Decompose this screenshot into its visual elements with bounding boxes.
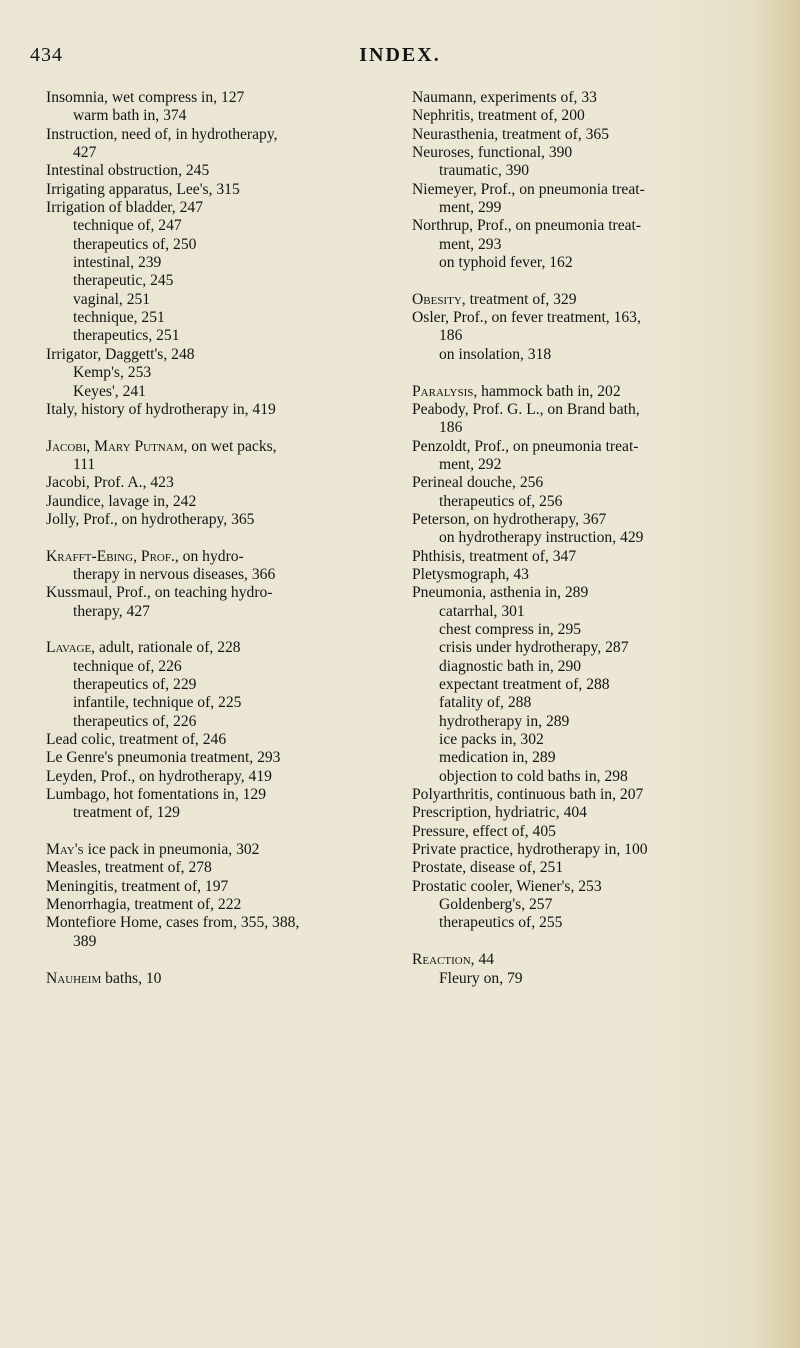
page-number: 434 bbox=[30, 44, 63, 66]
entry-text: ice pack in pneumonia, 302 bbox=[83, 841, 260, 859]
entry-text: ice packs in, 302 bbox=[439, 731, 544, 749]
index-column-right bbox=[412, 89, 784, 988]
entry-text: Osler, Prof., on fever treatment, 163, bbox=[412, 309, 641, 327]
index-entry bbox=[412, 383, 784, 401]
index-subentry bbox=[412, 603, 784, 621]
entry-text: expectant treatment of, 288 bbox=[439, 676, 610, 693]
index-entry bbox=[412, 144, 784, 162]
entry-text: therapeutics of, 256 bbox=[439, 492, 563, 510]
entry-text: Intestinal obstruction, 245 bbox=[46, 162, 210, 180]
entry-text: Northrup, Prof., on pneumonia treat- bbox=[412, 217, 642, 235]
entry-text: Fleury on, 79 bbox=[439, 969, 523, 987]
letter-section-gap bbox=[46, 951, 394, 969]
index-subentry bbox=[46, 804, 394, 822]
entry-text: Leyden, Prof., on hydrotherapy, 419 bbox=[46, 767, 272, 785]
index-subentry bbox=[46, 217, 394, 235]
index-subentry bbox=[46, 676, 394, 694]
index-entry bbox=[46, 162, 394, 180]
entry-text: objection to cold baths in, 298 bbox=[439, 767, 628, 785]
entry-text: Insomnia, wet compress in, 127 bbox=[46, 89, 245, 106]
index-entry bbox=[46, 914, 394, 932]
entry-text: Peterson, on hydrotherapy, 367 bbox=[412, 510, 607, 528]
index-entry bbox=[46, 896, 394, 914]
entry-text: technique, 251 bbox=[73, 309, 165, 327]
entry-text: therapy in nervous diseases, 366 bbox=[73, 565, 276, 583]
index-subentry bbox=[46, 383, 394, 401]
index-subentry bbox=[46, 254, 394, 272]
index-entry bbox=[412, 474, 784, 492]
index-subentry bbox=[412, 970, 784, 988]
index-entry-continuation bbox=[412, 236, 784, 254]
index-subentry bbox=[412, 713, 784, 731]
index-entry bbox=[412, 89, 784, 107]
index-subentry bbox=[46, 291, 394, 309]
entry-text: Lead colic, treatment of, 246 bbox=[46, 731, 227, 749]
letter-section-gap bbox=[46, 419, 394, 437]
entry-lead-term: Reaction, bbox=[412, 951, 475, 969]
letter-section-gap bbox=[412, 933, 784, 951]
entry-lead-term: Krafft-Ebing, Prof., bbox=[46, 547, 179, 565]
index-entry bbox=[46, 768, 394, 786]
entry-text: ment, 293 bbox=[439, 235, 502, 253]
entry-text: Naumann, experiments of, 33 bbox=[412, 89, 597, 106]
entry-text: technique of, 226 bbox=[73, 657, 182, 675]
entry-text: Italy, history of hydrotherapy in, 419 bbox=[46, 400, 276, 418]
index-entry bbox=[46, 970, 394, 988]
index-entry-continuation bbox=[412, 456, 784, 474]
entry-text: 111 bbox=[73, 455, 96, 473]
entry-text: therapeutics of, 250 bbox=[73, 235, 197, 253]
index-subentry bbox=[412, 749, 784, 767]
index-entry bbox=[412, 548, 784, 566]
entry-text: technique of, 247 bbox=[73, 217, 182, 235]
index-subentry bbox=[46, 694, 394, 712]
index-entry bbox=[412, 217, 784, 235]
entry-text: medication in, 289 bbox=[439, 749, 556, 767]
index-entry bbox=[412, 511, 784, 529]
index-entry bbox=[412, 878, 784, 896]
letter-section-gap bbox=[46, 823, 394, 841]
entry-lead-term: Paralysis, bbox=[412, 382, 478, 400]
entry-text: Phthisis, treatment of, 347 bbox=[412, 547, 577, 565]
index-subentry bbox=[412, 529, 784, 547]
letter-section-gap bbox=[412, 272, 784, 290]
index-subentry bbox=[412, 896, 784, 914]
entry-text: Irrigation of bladder, 247 bbox=[46, 199, 203, 217]
index-entry bbox=[46, 181, 394, 199]
index-entry bbox=[412, 786, 784, 804]
entry-text: Kussmaul, Prof., on teaching hydro- bbox=[46, 584, 273, 602]
entry-text: 186 bbox=[439, 327, 463, 345]
entry-text: Peabody, Prof. G. L., on Brand bath, bbox=[412, 400, 640, 418]
index-entry-continuation bbox=[46, 144, 394, 162]
index-subentry bbox=[46, 236, 394, 254]
entry-text: Prostatic cooler, Wiener's, 253 bbox=[412, 877, 602, 895]
index-entry bbox=[46, 126, 394, 144]
entry-text: therapeutics, 251 bbox=[73, 327, 180, 345]
entry-text: on typhoid fever, 162 bbox=[439, 254, 573, 272]
entry-text: hydrotherapy in, 289 bbox=[439, 712, 570, 730]
entry-text: on insolation, 318 bbox=[439, 345, 552, 363]
entry-text: Jolly, Prof., on hydrotherapy, 365 bbox=[46, 510, 255, 528]
index-subentry bbox=[412, 254, 784, 272]
index-entry bbox=[412, 107, 784, 125]
index-entry bbox=[412, 823, 784, 841]
entry-text: Meningitis, treatment of, 197 bbox=[46, 877, 229, 895]
entry-text: Pressure, effect of, 405 bbox=[412, 822, 556, 840]
entry-lead-term: Obesity, bbox=[412, 290, 466, 308]
entry-text: Polyarthritis, continuous bath in, 207 bbox=[412, 786, 644, 804]
entry-text: Keyes', 241 bbox=[73, 382, 146, 400]
entry-text: Menorrhagia, treatment of, 222 bbox=[46, 896, 242, 914]
index-entry bbox=[46, 584, 394, 602]
entry-text: Prescription, hydriatric, 404 bbox=[412, 804, 587, 822]
entry-text: diagnostic bath in, 290 bbox=[439, 657, 582, 675]
entry-text: Niemeyer, Prof., on pneumonia treat- bbox=[412, 180, 645, 198]
index-subentry bbox=[412, 768, 784, 786]
entry-text: Neuroses, functional, 390 bbox=[412, 144, 573, 162]
index-subentry bbox=[412, 914, 784, 932]
entry-text: Irrigator, Daggett's, 248 bbox=[46, 345, 195, 363]
entry-text: Penzoldt, Prof., on pneumonia treat- bbox=[412, 437, 639, 455]
index-entry bbox=[412, 291, 784, 309]
entry-text: Lumbago, hot fomentations in, 129 bbox=[46, 786, 267, 804]
entry-text: on wet packs, bbox=[187, 437, 277, 455]
running-head-title: INDEX. bbox=[359, 44, 441, 66]
index-subentry bbox=[412, 639, 784, 657]
entry-text: 389 bbox=[73, 932, 97, 950]
letter-section-gap bbox=[412, 364, 784, 382]
index-entry bbox=[412, 309, 784, 327]
index-entry bbox=[46, 493, 394, 511]
entry-text: therapeutics of, 229 bbox=[73, 676, 197, 693]
entry-text: Prostate, disease of, 251 bbox=[412, 859, 564, 877]
entry-text: Private practice, hydrotherapy in, 100 bbox=[412, 841, 648, 859]
index-entry bbox=[412, 126, 784, 144]
entry-text: Jaundice, lavage in, 242 bbox=[46, 492, 197, 510]
index-entry bbox=[46, 346, 394, 364]
index-entry bbox=[46, 878, 394, 896]
entry-text: hammock bath in, 202 bbox=[477, 382, 621, 400]
index-entry-continuation bbox=[46, 603, 394, 621]
entry-lead-term: Nauheim bbox=[46, 969, 102, 987]
index-subentry bbox=[412, 731, 784, 749]
entry-text: baths, 10 bbox=[101, 969, 162, 987]
entry-text: therapy, 427 bbox=[73, 602, 150, 620]
letter-section-gap bbox=[46, 621, 394, 639]
entry-text: 186 bbox=[439, 419, 463, 437]
index-entry bbox=[412, 859, 784, 877]
entry-text: treatment of, 129 bbox=[73, 804, 180, 822]
index-entry bbox=[46, 841, 394, 859]
index-entry bbox=[412, 401, 784, 419]
index-entry-continuation bbox=[412, 419, 784, 437]
entry-text: traumatic, 390 bbox=[439, 162, 530, 180]
entry-text: Pneumonia, asthenia in, 289 bbox=[412, 584, 589, 602]
index-entry bbox=[412, 566, 784, 584]
entry-text: Perineal douche, 256 bbox=[412, 474, 544, 492]
entry-text: chest compress in, 295 bbox=[439, 620, 582, 638]
index-entry bbox=[46, 639, 394, 657]
index-entry bbox=[412, 438, 784, 456]
index-entry bbox=[46, 548, 394, 566]
entry-text: Neurasthenia, treatment of, 365 bbox=[412, 125, 610, 143]
index-subentry bbox=[46, 713, 394, 731]
index-subentry bbox=[412, 621, 784, 639]
entry-text: ment, 292 bbox=[439, 455, 502, 473]
index-entry bbox=[46, 401, 394, 419]
entry-text: 427 bbox=[73, 144, 97, 162]
index-entry bbox=[46, 199, 394, 217]
letter-section-gap bbox=[46, 529, 394, 547]
entry-text: Irrigating apparatus, Lee's, 315 bbox=[46, 180, 240, 198]
index-entry bbox=[46, 731, 394, 749]
index-subentry bbox=[46, 658, 394, 676]
index-entry bbox=[412, 841, 784, 859]
index-entry bbox=[412, 584, 784, 602]
entry-text: Goldenberg's, 257 bbox=[439, 896, 553, 914]
entry-text: fatality of, 288 bbox=[439, 694, 532, 712]
entry-text: Jacobi, Prof. A., 423 bbox=[46, 474, 174, 492]
index-entry-continuation bbox=[46, 456, 394, 474]
entry-text: therapeutic, 245 bbox=[73, 272, 174, 290]
entry-text: on hydrotherapy instruction, 429 bbox=[439, 529, 644, 547]
entry-text: Nephritis, treatment of, 200 bbox=[412, 107, 585, 125]
entry-text: ment, 299 bbox=[439, 199, 502, 217]
index-subentry bbox=[46, 327, 394, 345]
entry-text: adult, rationale of, 228 bbox=[95, 639, 241, 657]
entry-text: catarrhal, 301 bbox=[439, 602, 525, 620]
entry-text: Montefiore Home, cases from, 355, 388, bbox=[46, 914, 300, 932]
index-subentry bbox=[46, 107, 394, 125]
index-entry bbox=[412, 804, 784, 822]
index-subentry bbox=[412, 658, 784, 676]
index-subentry bbox=[412, 676, 784, 694]
index-subentry bbox=[412, 162, 784, 180]
entry-text: vaginal, 251 bbox=[73, 290, 151, 308]
index-entry-continuation bbox=[412, 327, 784, 345]
entry-text: warm bath in, 374 bbox=[73, 107, 187, 125]
entry-text: therapeutics of, 226 bbox=[73, 712, 197, 730]
index-entry-continuation bbox=[412, 199, 784, 217]
entry-lead-term: Jacobi, Mary Putnam, bbox=[46, 437, 188, 455]
entry-text: infantile, technique of, 225 bbox=[73, 694, 242, 712]
entry-text: crisis under hydrotherapy, 287 bbox=[439, 639, 629, 657]
index-subentry bbox=[412, 346, 784, 364]
entry-lead-term: May's bbox=[46, 841, 84, 859]
entry-text: Instruction, need of, in hydrotherapy, bbox=[46, 125, 278, 143]
index-entry bbox=[46, 474, 394, 492]
entry-text: Measles, treatment of, 278 bbox=[46, 859, 212, 877]
entry-text: intestinal, 239 bbox=[73, 254, 162, 272]
index-entry bbox=[412, 181, 784, 199]
index-subentry bbox=[412, 493, 784, 511]
entry-lead-term: Lavage, bbox=[46, 639, 96, 657]
index-entry bbox=[46, 89, 394, 107]
entry-text: Kemp's, 253 bbox=[73, 364, 152, 382]
index-entry bbox=[46, 859, 394, 877]
index-subentry bbox=[412, 694, 784, 712]
index-entry-continuation bbox=[46, 566, 394, 584]
index-entry-continuation bbox=[46, 933, 394, 951]
index-entry bbox=[46, 786, 394, 804]
entry-text: treatment of, 329 bbox=[465, 290, 577, 308]
entry-text: 44 bbox=[474, 951, 495, 969]
entry-text: Le Genre's pneumonia treatment, 293 bbox=[46, 749, 281, 767]
entry-text: Pletysmograph, 43 bbox=[412, 565, 529, 583]
index-subentry bbox=[46, 272, 394, 290]
page-header bbox=[0, 44, 800, 70]
index-entry bbox=[412, 951, 784, 969]
index-entry bbox=[46, 511, 394, 529]
index-entry bbox=[46, 749, 394, 767]
index-subentry bbox=[46, 364, 394, 382]
index-column-left bbox=[46, 89, 394, 988]
index-subentry bbox=[46, 309, 394, 327]
entry-text: on hydro- bbox=[178, 547, 244, 565]
entry-text: therapeutics of, 255 bbox=[439, 914, 563, 932]
index-entry bbox=[46, 438, 394, 456]
